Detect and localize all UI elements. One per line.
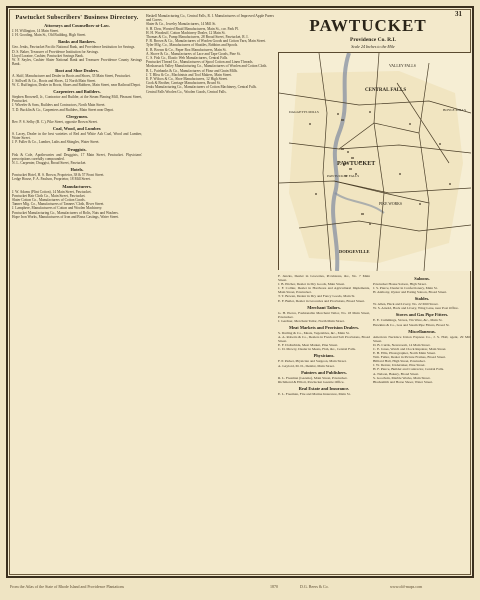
directory-entry: J. Wheeler & Sons, Builders and Contractors, North Main Street. xyxy=(12,103,106,108)
map-scale: Scale 24 Inches to the Mile xyxy=(351,44,395,49)
directory-entry: E. L. Freeman, Fire and Marine Insurance, Main St. xyxy=(278,391,351,396)
directory-entry: W. Allen, Hack and Livery, No. 22 Mill Street. xyxy=(373,302,439,307)
page-number: 31 xyxy=(455,10,462,18)
directory-entry: Rev. P. S. Selby (R. C.), Pike Street, opposite Brown Street. xyxy=(12,119,98,124)
directory-entry: C. D. Mowry, Dealer in Meats, Fish, &c., Central Falls. xyxy=(278,347,356,352)
business-lines xyxy=(146,14,274,94)
directory-entry: E. F. Butler, Dealer in Groceries and Provisions, Broad Street. xyxy=(278,298,365,303)
directory-entry: Tanner Mfg. Co., Manufacturers of Tanners' Cloth, River Street. xyxy=(12,202,105,207)
directory-entry: C. E. Jones, Watch and Clock Repairer, Main Street. xyxy=(373,346,447,351)
business-directory xyxy=(12,14,142,572)
directory-entry: Pawtucket Hotel, H. S. Brown, Proprietor, 38 & 57 Front Street. xyxy=(12,173,105,178)
section-heading: Merchant Tailors. xyxy=(307,304,341,310)
directory-entry: E. E. Cummings, Stoves, Tin Ware, &c., Main St. xyxy=(373,318,443,323)
label-boyle-mills: BOYLE MILLS xyxy=(443,108,467,112)
directory-entry: Hope Iron Works, Manufacturers of Iron and Brass Castings, Water Street. xyxy=(12,214,119,219)
directory-entry: Pawtucket Hair Cloth Co., Main Street, Pawtucket. xyxy=(12,193,86,198)
directory-entry: W. S. Arnold, Hack and Livery, Wing Lane, near Post Office. xyxy=(373,306,459,311)
business-column xyxy=(146,14,274,572)
section-heading: Coal, Wood, and Lumber. xyxy=(52,126,102,132)
section-heading: Hotels. xyxy=(70,167,84,173)
map-subtitle: Providence Co. R.I. xyxy=(350,37,396,43)
directory-entry: American Necklace Union Express Co., J. S. Hall, agent, 29 Mill Street. xyxy=(373,334,471,343)
section-heading: Carpenters and Builders. xyxy=(53,89,101,95)
directory-entry: J. Stillwell & Co., Boots and Shoes, 12 North Main Street. xyxy=(12,78,97,83)
section-heading: Stables. xyxy=(414,296,430,302)
footer-year: 1870 xyxy=(270,584,278,589)
footer-publisher: D.G. Beers & Co. xyxy=(300,584,329,589)
directory-sections xyxy=(12,23,142,219)
section-heading: Stoves and Gas Pipe Fitters. xyxy=(395,312,449,318)
section-heading: Clergymen. xyxy=(66,113,88,119)
directory-entry: J. F. Collier, Dealer in Hardware and Agricultural Implements, Main Street, Pawtucket. xyxy=(278,286,370,295)
section-heading: Manufacturers. xyxy=(62,183,92,189)
directory-entry: S. Goodwin, Marble Works, Main Street. xyxy=(373,375,431,380)
directory-entry: D. S. Baker, Treasurer of Providence Institution for Savings. xyxy=(12,49,99,54)
business-entry: H. H. Woodruff, Cotton Machinery Dealer, 12 Main St. xyxy=(146,30,226,35)
lower-left-column xyxy=(278,274,370,574)
business-entry: C. S. Fish Co., Elastic Web Manufacturers, Central Falls. xyxy=(146,56,229,61)
directory-entry: Hawkins & Co., Gas and Steam Pipe Fitters, Broad St. xyxy=(373,322,450,327)
directory-entry: F. P. Parker, Physician and Surgeon, Main Street. xyxy=(278,359,347,364)
directory-entry: S. Lacey, Dealer in the best varieties of Red and White Ash Coal, Wood and Lumber, Water Street. xyxy=(12,132,142,141)
directory-entry: Wm. Fuller, Dealer in Picture Frames, Broad Street. xyxy=(373,355,446,360)
town-map xyxy=(278,52,470,270)
business-entry: J. T. Bliss & Co., Machinists and Tool Makers, Main Street. xyxy=(146,72,232,77)
lower-right-column xyxy=(373,274,471,574)
directory-entry: J. W. Dexter, Undertaker, Pine Street. xyxy=(373,363,426,368)
directory-entry: T. D. Bucklin & Co., Carpenters and Builders, Main Street near Depot. xyxy=(12,107,115,112)
section-heading: Druggists. xyxy=(67,146,87,152)
business-entry: Cook & Brother, Carriage Manufacturers, Broad St. xyxy=(146,81,221,86)
directory-entry: Ledge House, F. A. Paulson, Proprietor, 18 Mill Street. xyxy=(12,177,91,182)
business-entry: E. B. Brown & Co., Paper Box Manufacturers, Main St. xyxy=(146,47,227,52)
section-heading: Meat Markets and Provision Dealers. xyxy=(288,324,360,330)
label-pawtucket: PAWTUCKET xyxy=(337,161,376,167)
business-entry: Pawtucket Thread Co., Manufacturers of Spool Cotton and Linen Threads. xyxy=(146,60,254,65)
label-pawtucket-falls: PAWTUCKET FALLS xyxy=(327,174,360,178)
business-entry: A. Shove & Co., Manufacturers of Lace and Tape Goods, Pine St. xyxy=(146,51,241,56)
label-valley-falls: VALLEY FALLS xyxy=(389,64,416,68)
section-heading: Banks and Bankers. xyxy=(58,39,96,45)
directory-entry: Geo. Jenks, Pawtucket Pacific National Bank, and Providence Institution for Savings. xyxy=(12,45,136,50)
directory-entry: D. B. Curtis, Newsroom, 14 Main Street. xyxy=(373,342,431,347)
directory-entry: J. S. Pierce, Dealer in Confectionery, Main St. xyxy=(373,286,438,291)
directory-entry: J. B. Pitcher, Dealer in Dry Goods, Main Street. xyxy=(278,282,346,287)
business-entry: Moshassuck Valley Manufacturing Co., Manufacturers of Woolen and Cotton Cloth. xyxy=(146,64,268,69)
label-dodgeville: DODGEVILLE xyxy=(339,249,370,254)
directory-entry: H. Anthony, Oyster and Eating Saloon, Broad Street. xyxy=(373,290,447,295)
directory-entry: Pawtucket House Saloon, High Street. xyxy=(373,282,427,286)
directory-entry: E. F. Dollarhide, Meat Market, Pine Street. xyxy=(278,343,339,348)
footer-website: www.old-maps.com xyxy=(390,584,423,589)
directory-entry: Blacksmith and Horse Shoer, Water Street. xyxy=(373,379,433,384)
business-entry: S. H. Dow, Worsted Braid Manufacturers, Main St., cor. Park Pl. xyxy=(146,26,239,31)
directory-entry: G. H. Pierce, Fashionable Merchant Tailor, No. 18 Main Street, Pawtucket. xyxy=(278,310,370,319)
directory-entry: N. L. Carpenter, Druggist, Broad Street, Pawtucket. xyxy=(12,161,87,166)
directory-entry: Richmond & Elliott, Pawtucket Gazette Office. xyxy=(278,379,345,384)
directory-entry: E. B. Ellis, Photographer, North Main Street. xyxy=(373,351,436,356)
section-heading: Miscellaneous. xyxy=(408,328,436,334)
directory-entry: Slater Cotton Co., Manufacturers of Cotton Goods. xyxy=(12,198,86,203)
map-drawing xyxy=(279,53,471,271)
business-entry: Haskell Manufacturing Co., Central Falls, R. I. Manufacturers of Improved Apple Parers and Corers. xyxy=(146,14,274,23)
directory-entry: J. Lamphere, Manufacturers of Cotton and Woolen Machinery. xyxy=(12,206,103,211)
directory-entry: J. H. Willington, 14 Main Street. xyxy=(12,29,60,33)
directory-entry: T. T. Bowen, Dealer in Dry and Fancy Goods, Main St. xyxy=(278,294,356,299)
business-entry: Slater & Co., Jewelry Manufacturers, 14 Mill St. xyxy=(146,22,217,27)
business-entry: E. P. Wilcox & Co., Shoe Manufacturers, 12 High Street. xyxy=(146,77,228,82)
section-heading: Real Estate and Insurance. xyxy=(298,385,350,391)
business-entry: Central Falls Woolen Co., Woolen Goods, Central Falls. xyxy=(146,89,227,94)
directory-title: Pawtucket Subscribers' Business Directory. xyxy=(15,14,139,21)
section-heading: Painters and Publishers. xyxy=(301,369,347,375)
directory-entry: A. Skiff, Manufacturer and Dealer in Boots and Shoes, 35 Main Street, Pawtucket. xyxy=(12,74,131,79)
directory-entry: W. C. Ruffington, Dealer in Boots, Shoes and Rubbers, Main Street, near Railroad Depot. xyxy=(12,82,141,87)
directory-entry: J. H. Gooding, Main St., Old Building, High Street. xyxy=(12,33,87,38)
directory-entry: A. A. Roberts & Co., Dealers in Fresh and Salt Provisions, Broad Street. xyxy=(278,335,370,344)
section-heading: Physicians. xyxy=(313,353,335,359)
directory-entry: J. Gardner, Merchant Tailor, North Main Street. xyxy=(278,318,345,323)
directory-entry: W. F. Sayles, Cashier Slater National Bank and Treasurer Providence County Savings Bank. xyxy=(12,58,142,67)
business-entry: B. L. Fairbanks & Co., Manufacturers of Flour and Grain Mills. xyxy=(146,68,238,73)
directory-entry: Billiard Hall, High Street, Pawtucket. xyxy=(373,359,426,364)
label-pike-works: PIKE WORKS xyxy=(379,202,403,206)
business-entry: Tyler Mfg. Co., Manufacturers of Shuttles, Bobbins and Spools. xyxy=(146,43,239,48)
directory-entry: J. P. Fuller & Co., Lumber, Laths and Shingles, Water Street. xyxy=(12,140,100,145)
map-title: PAWTUCKET xyxy=(309,16,427,35)
directory-entry: R. L. Freeman (Gazette), Main Street, Pawtucket. xyxy=(278,375,348,380)
directory-entry: Lloyd Loraine, Cashier, Pawtucket Savings Bank. xyxy=(12,53,84,58)
directory-entry: J. W. Adams (Flint Cotton), 14 Main Street, Pawtucket. xyxy=(12,189,92,194)
business-entry: F. B. Brown & Co., Manufacturers of Woolen Goods and Cotton Yarn, Main Street. xyxy=(146,39,266,44)
directory-entry: A. Nelson, Bakery, Broad Street. xyxy=(373,371,420,376)
business-entry: Thomas & Co., Pump Manufacturers, 28 Broad Street, Pawtucket, R. I. xyxy=(146,35,249,40)
directory-entry: A. Gaylord, M. D., Dentist, Main Street. xyxy=(278,363,335,368)
directory-entry: Fisk & Cole, Apothecaries and Druggists, 17 Main Street, Pawtucket. Physicians' prescriptions carefully compounded. xyxy=(12,152,142,161)
section-heading: Attorneys and Counsellors-at-Law. xyxy=(44,23,110,28)
directory-entry: Stephen Brownell, Jr., Contractor and Builder, at the Steam Planing Mill, Pleasant Street, Pawtucket. xyxy=(12,95,142,104)
footer-source: From the Atlas of the State of Rhode Island and Providence Plantations xyxy=(10,584,125,589)
label-daggett-mills: DAGGETTS MILLS xyxy=(289,110,319,114)
directory-entry: F. Jencks, Dealer in Groceries, Provisions, &c., No. 7 Main Street. xyxy=(278,274,370,283)
section-heading: Saloons. xyxy=(414,276,430,281)
directory-entry: Pawtucket Manufacturing Co., Manufacturers of Bolts, Nuts and Washers. xyxy=(12,210,119,215)
directory-entry: S. Darling & Co., Meats, Vegetables, &c., Main St. xyxy=(278,330,350,335)
directory-entry: H. F. Pierce, Builder and Contractor, Central Falls. xyxy=(373,367,444,372)
business-entry: Jenks Manufacturing Co., Manufacturers of Cotton Machinery, Central Falls. xyxy=(146,85,257,90)
label-central-falls: CENTRAL FALLS xyxy=(365,88,407,93)
section-heading: Boot and Shoe Dealers. xyxy=(55,68,99,74)
